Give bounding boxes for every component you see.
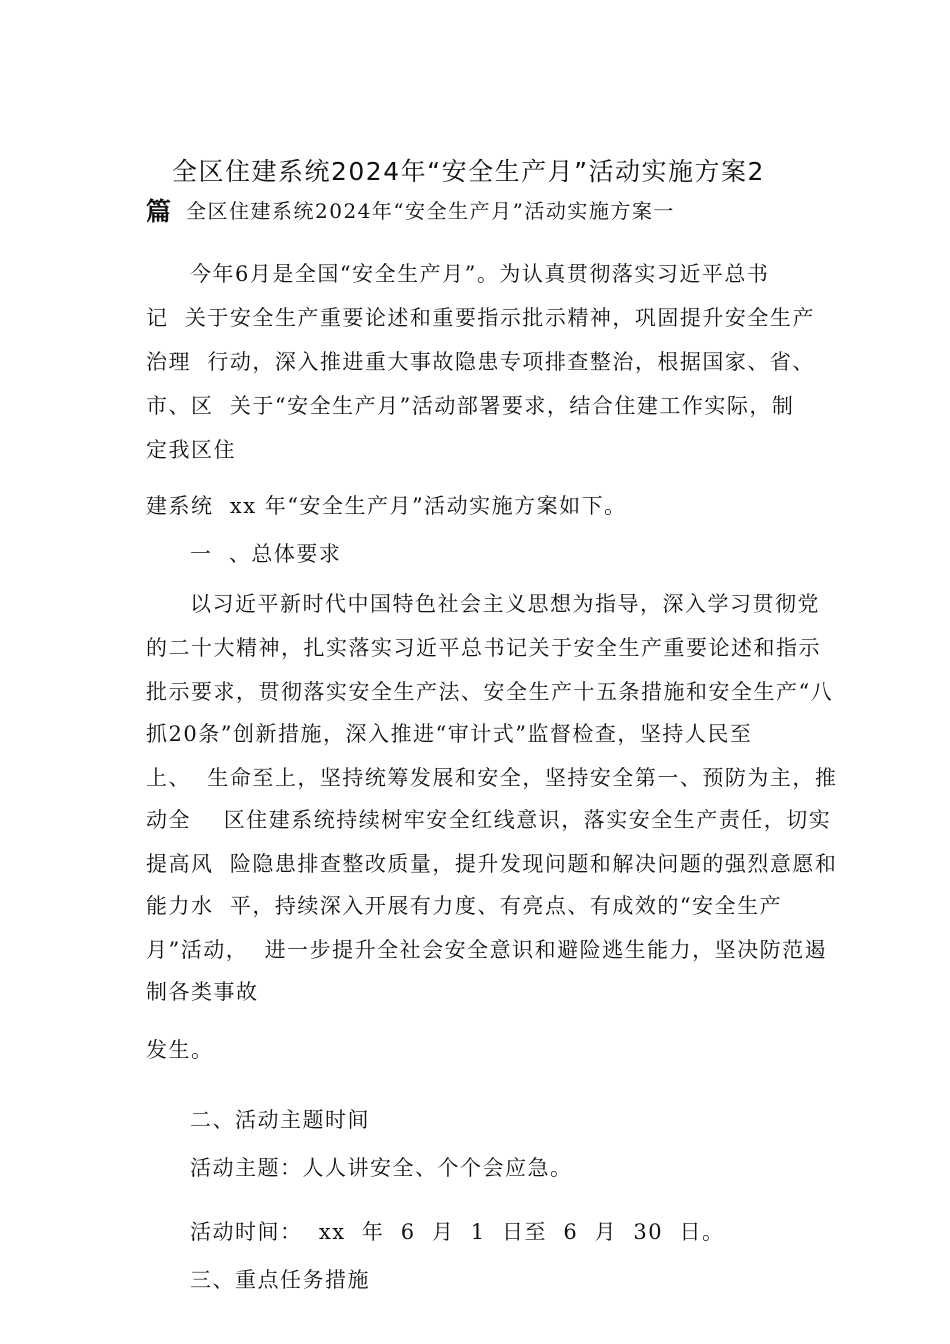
activity-theme: 活动主题：人人讲安全、个个会应急。	[190, 1156, 573, 1180]
body-line: 月”活动， 进一步提升全社会安全意识和避险逃生能力，坚决防范遏	[146, 938, 828, 962]
body-line: 能力水 平，持续深入开展有力度、有亮点、有成效的“安全生产	[146, 894, 783, 918]
intro-line: 记 关于安全生产重要论述和重要指示批示精神，巩固提升安全生产	[146, 306, 815, 330]
intro-line: 定我区住	[146, 438, 236, 462]
section-heading: 二、活动主题时间	[190, 1108, 370, 1132]
document-title: 全区住建系统2024年“安全生产月”活动实施方案2	[172, 157, 765, 186]
activity-time: 活动时间： xx 年 6 月 1 日至 6 月 30 日。	[190, 1220, 725, 1244]
intro-line: 市、区 关于“安全生产月”活动部署要求，结合住建工作实际，制	[146, 394, 795, 418]
body-line: 抓20条”创新措施，深入推进“审计式”监督检查，坚持人民至	[146, 722, 753, 746]
body-line: 发生。	[146, 1038, 214, 1062]
document-title-continuation: 篇	[146, 197, 173, 226]
section-heading: 一 、总体要求	[190, 542, 342, 566]
intro-line: 今年6月是全国“安全生产月”。为认真贯彻落实习近平总书	[190, 262, 770, 286]
body-line: 上、 生命至上，坚持统筹发展和安全，坚持安全第一、预防为主，推	[146, 766, 838, 790]
body-line: 提高风 险隐患排查整改质量，提升发现问题和解决问题的强烈意愿和	[146, 852, 838, 876]
body-line: 以习近平新时代中国特色社会主义思想为指导，深入学习贯彻党	[190, 592, 820, 616]
body-line: 批示要求，贯彻落实安全生产法、安全生产十五条措施和安全生产“八	[146, 680, 834, 704]
section-heading: 三、重点任务措施	[190, 1268, 370, 1292]
document-subtitle: 全区住建系统2024年“安全生产月”活动实施方案一	[186, 199, 675, 223]
intro-line: 治理 行动，深入推进重大事故隐患专项排查整治，根据国家、省、	[146, 350, 815, 374]
body-line: 制各类事故	[146, 980, 259, 1004]
body-line: 的二十大精神，扎实落实习近平总书记关于安全生产重要论述和指示	[146, 636, 821, 660]
body-line: 动全 区住建系统持续树牢安全红线意识，落实安全生产责任，切实	[146, 808, 832, 832]
intro-line: 建系统 xx 年“安全生产月”活动实施方案如下。	[146, 494, 627, 518]
